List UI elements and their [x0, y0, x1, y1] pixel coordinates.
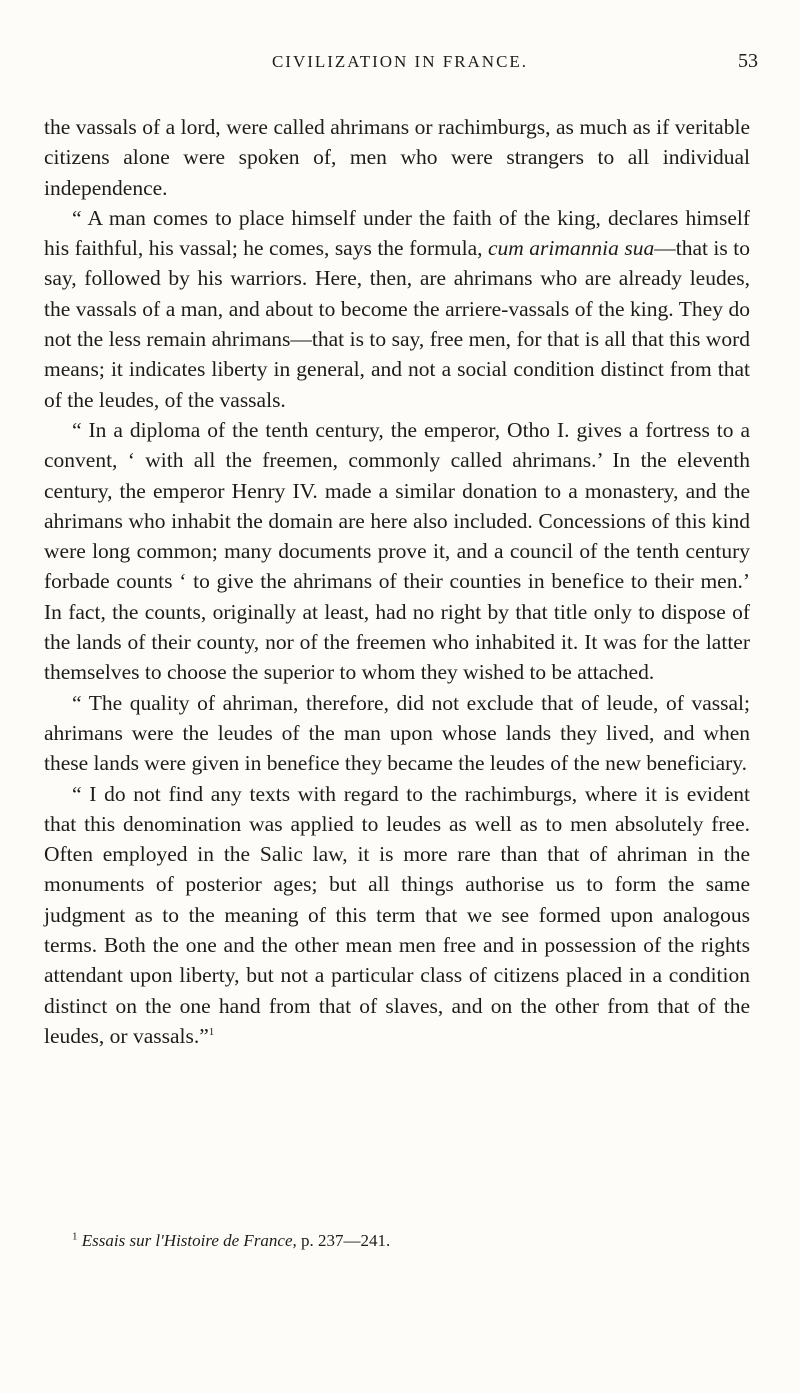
footnote-pages: p. 237—241. — [296, 1231, 391, 1250]
paragraph-5-text: “ I do not find any texts with regard to the rachimburgs, where it is evident that this denomination was applied to leudes as well as to men absolutely free. Often employed in the Salic law, it is more rare than that of ahriman in the monuments of posterior ages; but all things authorise us to form the same judgment as to the meaning of this term that we see formed upon analogous terms. Both the one and the other mean men free and in possession of the rights attendant upon liberty, but not a particular class of citizens placed in a condition distinct on the one hand from that of slaves, and on the other from that of the leudes, or vassals.” — [44, 781, 750, 1048]
paragraph-5 — [44, 779, 750, 1052]
footnote-source-title: Essais sur l'Histoire de France, — [81, 1231, 297, 1250]
paragraph-1 — [44, 112, 750, 203]
footnote-ref: 1 — [208, 1025, 215, 1038]
paragraph-3-text: “ In a diploma of the tenth century, the emperor, Otho I. gives a fortress to a convent, ‘ with all the freemen, commonly called ahrimans.’ In the eleventh century, the emperor Henry IV. made a similar donation to a monastery, and the ahrimans who inhabit the domain are here also included. Concessions of this kind were long common; many documents prove it, and a council of the tenth century forbade counts ‘ to give the ahrimans of their counties in benefice to their men.’ In fact, the counts, originally at least, had no right by that title only to dispose of the lands of their county, nor of the freemen who inhabited it. It was for the latter themselves to choose the superior to whom they wished to be attached. — [44, 417, 750, 685]
paragraph-1-text: the vassals of a lord, were called ahrimans or rachimburgs, as much as if veritable citizens alone were spoken of, men who were strangers to all individual independence. — [44, 115, 750, 200]
paragraph-2-text-a: “ A man comes to place himself under the faith of the king, declares himself his faithful, his vassal; he comes, says the formula, — [44, 205, 750, 261]
footnote-marker: 1 — [72, 1230, 78, 1243]
paragraph-4 — [44, 688, 750, 779]
page-number: 53 — [738, 50, 758, 72]
paragraph-2-text-b: —that is to say, followed by his warriors. Here, then, are ahrimans who are already leudes, the vassals of a man, and about to become the arriere-vassals of the king. They do not the less remain ahrimans—that is to say, free men, for that is all that this word means; it indicates liberty in general, and not a social condition distinct from that of the leudes, of the vassals. — [44, 236, 750, 412]
paragraph-3 — [44, 415, 750, 688]
main-text — [44, 112, 750, 1051]
footnote — [44, 1230, 750, 1252]
paragraph-4-text: “ The quality of ahriman, therefore, did not exclude that of leude, of vassal; ahrimans were the leudes of the man upon whose lands they lived, and when these lands were given in benefice they became the leudes of the new beneficiary. — [44, 690, 750, 776]
paragraph-2 — [44, 203, 750, 415]
running-head: CIVILIZATION IN FRANCE. — [271, 52, 529, 71]
latin-phrase: cum arimannia sua — [487, 236, 655, 261]
